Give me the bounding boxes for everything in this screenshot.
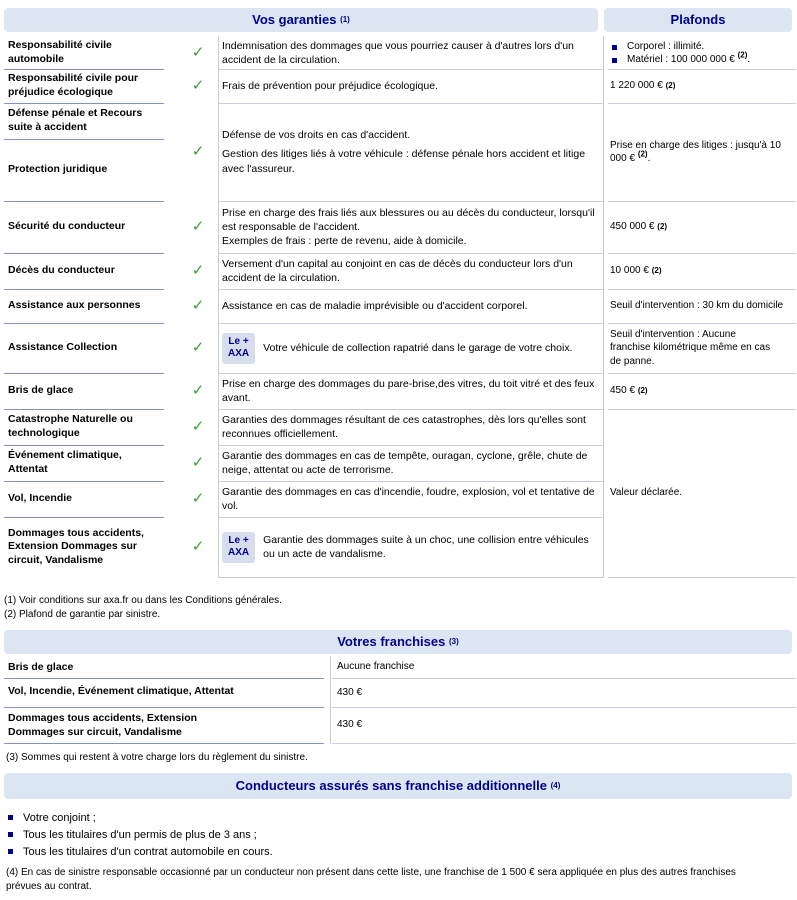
garantie-desc-assistance-collection — [222, 324, 602, 372]
garantie-desc-defense-text: Défense de vos droits en cas d'accident. — [222, 129, 411, 142]
column-divider — [330, 656, 331, 744]
garantie-desc-dommages — [222, 518, 602, 576]
bullet-square-icon — [612, 58, 617, 63]
table-row — [4, 656, 796, 678]
garantie-desc-securite-text2: Exemples de frais : perte de revenu, aide à domicile. — [222, 235, 467, 248]
garantie-desc-climat-text: Garantie des dommages en cas de tempête, ouragan, cyclone, grêle, chute de neige, attentat ou acte de terrorisme. — [222, 449, 588, 476]
badge-line1: Le + — [228, 335, 249, 347]
check-icon: ✓ — [191, 76, 205, 94]
bullet-square-icon — [612, 45, 617, 50]
garantie-desc-securite — [222, 202, 602, 252]
conducteurs-header: Conducteurs assurés sans franchise additionnelle (4) — [4, 773, 792, 799]
garantie-name-assistance-personnes: Assistance aux personnes — [8, 299, 141, 312]
garantie-desc-bris-text: Prise en charge des dommages du pare-brise,des vitres, du toit vitré et des feux avant. — [222, 377, 595, 404]
column-divider — [218, 36, 219, 578]
franchises-header-title: Votres franchises — [337, 634, 446, 650]
check-icon: ✓ — [191, 381, 205, 399]
row-divider — [332, 743, 796, 744]
garantie-desc-vol-text: Garantie des dommages en cas d'incendie, foudre, explosion, vol et tentative de vol. — [222, 485, 595, 512]
franchise-value: Aucune franchise — [337, 661, 415, 673]
plafond-assistance-personnes-text: Seuil d'intervention : 30 km du domicile — [610, 300, 784, 312]
table-row — [4, 708, 796, 742]
note-4: (4) En cas de sinistre responsable occasionné par un conducteur non présent dans cette liste, une franchise de 1 500 € sera appliquée en plus des autres franchises prévues au contrat. — [6, 867, 736, 892]
bullet-square-icon — [8, 815, 13, 820]
check-icon: ✓ — [191, 142, 205, 160]
plafond-bris: 450 € (2) — [610, 385, 648, 397]
garantie-name-climat: Événement climatique, Attentat — [8, 449, 122, 475]
list-item — [6, 844, 273, 861]
plafond-assistance-collection — [610, 324, 796, 372]
column-divider — [603, 36, 604, 578]
list-item-text: Tous les titulaires d'un contrat automobile en cours. — [23, 846, 273, 858]
bullet-square-icon — [8, 849, 13, 854]
garantie-desc-vol — [222, 482, 602, 516]
garantie-name-vol: Vol, Incendie — [8, 492, 72, 505]
badge-line2: AXA — [228, 547, 250, 558]
franchise-value: 430 € — [337, 719, 363, 731]
garantie-desc-assistance-personnes-text: Assistance en cas de maladie imprévisible ou d'accident corporel. — [222, 299, 528, 312]
plafond-securite-text: 450 000 € — [610, 221, 655, 233]
garantie-desc-climat — [222, 446, 602, 480]
plafond-valeur-declaree — [610, 410, 796, 576]
garanties-header: Vos garanties (1) — [4, 8, 598, 32]
plafond-securite: 450 000 € (2) — [610, 221, 668, 233]
garantie-name-catnat: Catastrophe Naturelle ou technologique — [8, 413, 133, 439]
list-item-text: Votre conjoint ; — [23, 812, 96, 824]
garantie-desc-defense-protection — [222, 104, 602, 200]
garantie-name-dommages: Dommages tous accidents, Extension Dommages sur circuit, Vandalisme — [8, 526, 144, 566]
plafond-protection: Prise en charge des litiges : jusqu'à 10 000 € $^{(2)}$. — [610, 139, 781, 164]
conducteurs-header-title: Conducteurs assurés sans franchise additionnelle — [235, 778, 547, 794]
garantie-desc-rc-text: Indemnisation des dommages que vous pourriez causer à d'autres lors d'un accident de la circulation. — [222, 39, 574, 66]
note-1: (1) Voir conditions sur axa.fr ou dans les Conditions générales. — [4, 595, 282, 606]
garantie-desc-deces-text: Versement d'un capital au conjoint en cas de décès du conducteur lors d'un accident de la circulation. — [222, 257, 573, 284]
garantie-name-deces: Décès du conducteur — [8, 264, 115, 277]
check-icon: ✓ — [191, 296, 205, 314]
badge-line2: AXA — [228, 348, 250, 359]
franchise-label: Vol, Incendie, Événement climatique, Attentat — [8, 684, 234, 697]
garantie-desc-rc-eco-text: Frais de prévention pour préjudice écologique. — [222, 79, 438, 92]
plafond-protection-sup: (2) — [637, 149, 648, 159]
garantie-desc-rc-eco — [222, 70, 602, 102]
row-divider — [218, 577, 603, 578]
garanties-header-title: Vos garanties — [252, 12, 337, 28]
plafond-rc-sup: (2) — [737, 50, 748, 60]
franchise-label: Dommages tous accidents, Extension Dommages sur circuit, Vandalisme — [8, 711, 198, 738]
row-divider — [4, 743, 324, 744]
garantie-name-rc: Responsabilité civile automobile — [8, 39, 112, 65]
garantie-desc-catnat-text: Garanties des dommages résultant de ces catastrophes, dès lors qu'elles sont reconnues officiellement. — [222, 413, 586, 440]
franchises-header: Votres franchises (3) — [4, 630, 792, 654]
plafond-deces-text: 10 000 € — [610, 265, 649, 277]
check-icon: ✓ — [191, 489, 205, 507]
check-icon: ✓ — [191, 43, 205, 61]
plafonds-header — [604, 8, 792, 32]
garantie-desc-deces — [222, 254, 602, 288]
garantie-desc-securite-text: Prise en charge des frais liés aux blessures ou au décès du conducteur, lorsqu'il est responsable de l'accident. — [222, 206, 595, 233]
garantie-name-rc-eco: Responsabilité civile pour préjudice écologique — [8, 72, 139, 98]
le-plus-axa-badge — [222, 532, 255, 563]
plafond-rc-eco: 1 220 000 € (2) — [610, 80, 676, 92]
check-icon: ✓ — [191, 261, 205, 279]
plafond-deces: 10 000 € (2) — [610, 265, 662, 277]
garantie-desc-catnat — [222, 410, 602, 444]
row-divider — [608, 577, 796, 578]
note-3: (3) Sommes qui restent à votre charge lors du règlement du sinistre. — [6, 752, 308, 763]
plafond-rc-item — [610, 40, 750, 54]
franchise-value: 430 € — [337, 687, 363, 699]
plafonds-header-title: Plafonds — [670, 12, 726, 28]
table-row — [4, 679, 796, 707]
plafond-rc — [610, 38, 796, 68]
garantie-desc-protection-text: Gestion des litiges liés à votre véhicule : défense pénale hors accident et litige avec l'assureur. — [222, 148, 586, 175]
plafond-rc-item-text: Corporel : illimité. — [627, 40, 705, 52]
plafond-bris-text: 450 € — [610, 385, 636, 397]
garantie-desc-bris — [222, 374, 602, 408]
badge-line1: Le + — [228, 534, 249, 546]
garantie-name-protection: Protection juridique — [8, 163, 108, 176]
garantie-name-assistance-collection: Assistance Collection — [8, 341, 118, 354]
plafond-rc-item-text: Matériel : 100 000 000 € — [627, 54, 735, 65]
bullet-square-icon — [8, 832, 13, 837]
garantie-desc-rc — [222, 38, 602, 68]
garantie-name-securite: Sécurité du conducteur — [8, 220, 126, 233]
plafond-assistance-collection-text: Seuil d'intervention : Aucune franchise kilométrique même en cas de panne. — [610, 328, 771, 367]
franchise-label: Bris de glace — [8, 660, 74, 673]
list-item — [6, 810, 273, 827]
garantie-desc-assistance-collection-text: Votre véhicule de collection rapatrié dans le garage de votre choix. — [263, 341, 573, 354]
conducteurs-list — [6, 810, 273, 861]
check-icon: ✓ — [191, 453, 205, 471]
plafond-valeur-declaree-text: Valeur déclarée. — [610, 487, 683, 499]
check-icon: ✓ — [191, 217, 205, 235]
le-plus-axa-badge — [222, 333, 255, 364]
garantie-name-defense: Défense pénale et Recours suite à accident — [8, 107, 143, 133]
garantie-desc-assistance-personnes — [222, 290, 602, 322]
list-item — [6, 827, 273, 844]
plafond-rc-eco-text: 1 220 000 € — [610, 80, 663, 92]
garantie-name-bris: Bris de glace — [8, 384, 74, 397]
plafond-assistance-personnes — [610, 290, 796, 322]
check-icon: ✓ — [191, 338, 205, 356]
check-icon: ✓ — [191, 537, 205, 555]
plafond-protection-text: Prise en charge des litiges : jusqu'à 10 000 € — [610, 139, 781, 164]
list-item-text: Tous les titulaires d'un permis de plus de 3 ans ; — [23, 829, 257, 841]
garantie-desc-dommages-text: Garantie des dommages suite à un choc, une collision entre véhicules ou un acte de vandalisme. — [263, 533, 589, 560]
plafond-rc-item: Matériel : 100 000 000 € $^{(2)}$. — [610, 53, 750, 67]
check-icon: ✓ — [191, 417, 205, 435]
note-2: (2) Plafond de garantie par sinistre. — [4, 609, 161, 620]
